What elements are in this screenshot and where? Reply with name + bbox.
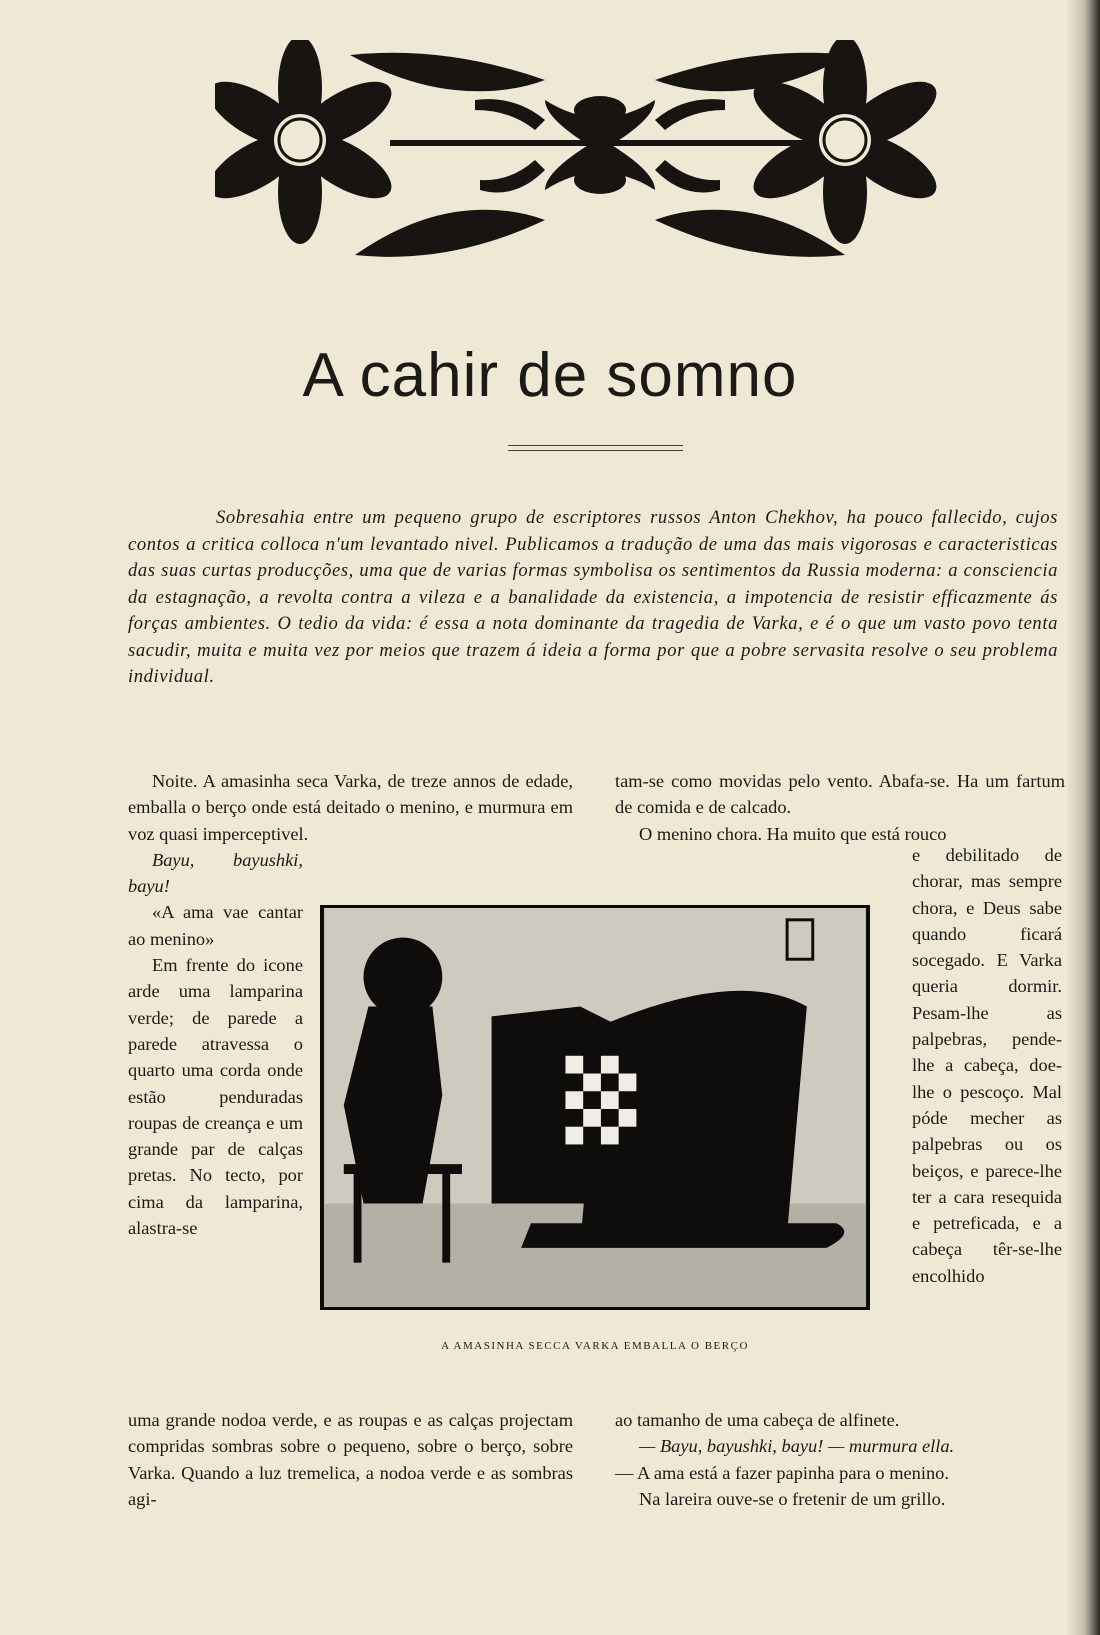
illustration	[320, 905, 870, 1310]
left-paragraph-1: Noite. A amasinha seca Varka, de treze annos de edade, emballa o berço onde está deitado o menino, e murmura em voz quasi imperceptivel.	[128, 771, 573, 844]
left-paragraph-3: «A ama vae cantar ao menino»	[128, 902, 303, 949]
right-column-bottom	[615, 1407, 1065, 1512]
right-paragraph-7: Na lareira ouve-se o fretenir de um grillo.	[639, 1488, 946, 1509]
article-title: A cahir de somno	[302, 341, 798, 410]
right-paragraph-2: O menino chora. Ha muito que está rouco	[639, 823, 947, 844]
page-edge-shadow	[1066, 0, 1100, 1635]
floral-ornament	[215, 40, 985, 270]
right-paragraph-1: tam-se como movidas pelo vento. Abafa-se. Ha um fartum de comida e de calcado.	[615, 771, 1065, 818]
right-paragraph-3: e debilitado de chorar, mas sempre chora, e Deus sabe quando ficará socegado. E Varka queria dormir. Pesam-lhe as palpebras, pende-lhe a cabeça, doe-lhe o pescoço. Mal póde mecher as palpebras ou os beiços, e parece-lhe ter a cara resequida e petreficada, e a cabeça têr-se-lhe encolhido	[912, 845, 1062, 1286]
right-paragraph-5: — Bayu, bayushki, bayu! — murmura ella.	[639, 1436, 955, 1457]
left-paragraph-2: Bayu, bayushki, bayu!	[128, 849, 303, 897]
silhouette-illustration	[323, 908, 867, 1307]
title-rule	[508, 445, 683, 451]
intro-paragraph: Sobresahia entre um pequeno grupo de escriptores russos Anton Chekhov, ha pouco fallecido, cujos contos a critica colloca n'um levantado nivel. Publicamos a tradução de uma das mais vigorosas e caracteristicas das suas curtas producções, uma que de varias formas symbolisa os sentimentos da Russia moderna: a consciencia da estagnação, a revolta contra a vileza e a banalidade da existencia, a impotencia de resistir efficazmente ás forças ambientes. O tedio da vida: é essa a nota dominante da tragedia de Varka, e é o que um vasto povo tenta sacudir, muita e muita vez por meios que trazem á ideia a forma por que a pobre servasita resolve o seu problema individual.	[128, 507, 1058, 687]
right-paragraph-4: ao tamanho de uma cabeça de alfinete.	[615, 1410, 900, 1430]
left-paragraph-4: Em frente do icone arde uma lamparina verde; de parede a parede atravessa o quarto uma corda onde estão penduradas roupas de creança e um grande par de calças pretas. No tecto, por cima da lamparina, alastra-se	[128, 955, 303, 1239]
illustration-caption: A AMASINHA SECCA VARKA EMBALLA O BERÇO	[441, 1340, 749, 1352]
right-paragraph-6: — A ama está a fazer papinha para o menino.	[615, 1462, 949, 1483]
left-paragraph-5: uma grande nodoa verde, e as roupas e as calças projectam compridas sombras sobre o pequeno, sobre o berço, sobre Varka. Quando a luz tremelica, a nodoa verde e as sombras agi-	[128, 1410, 573, 1509]
left-column-bottom	[128, 1407, 573, 1512]
right-column	[615, 768, 1065, 847]
